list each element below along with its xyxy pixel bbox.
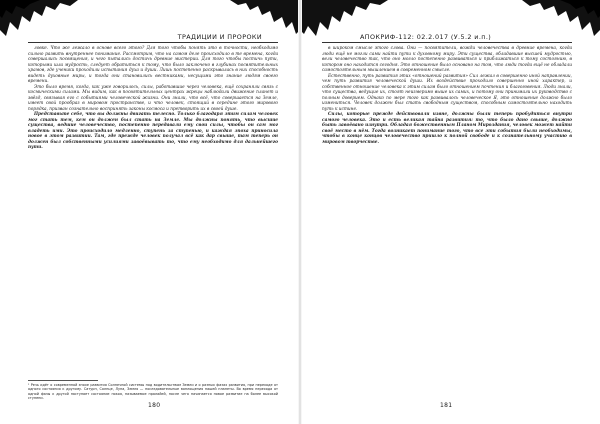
body-text	[28, 46, 278, 151]
header-rule	[322, 42, 572, 43]
paragraph: Представьте себе, что вы должны двигать телесно. Только благодаря этим силам человек мог стать тем, кем он должен был стать на Земле. Мы должны понять, что высшие существа, ведшие человечество, постепенно передавали ему свои силы, чтобы он сам мог владеть ими. Это происходило медленно, ступень за ступенью, и каждая эпоха приносила новое в этом развитии. Там, где прежде человек получал всё как дар свыше, там теперь он должен был собственными усилиями завоёвывать то, что ему необходимо для дальнейшего пути.	[28, 112, 278, 150]
running-header: АПОКРИФ-112: 02.2.017 (У.5.2 и.п.)	[360, 33, 492, 41]
body-text	[322, 46, 572, 145]
page-number: 180	[148, 402, 161, 409]
ornament-top-left	[0, 0, 78, 36]
ornament-top-right	[522, 0, 600, 36]
paragraph: в широком смысле этого слова. Они — посвятители, вожди человечества в древние времена, когда люди ещё не могли сами найти пути к духовному миру. Эти существа, обладавшие высшей мудростью, вели человечество так, что оно могло постепенно развиваться и приближаться к тому состоянию, в котором оно находится сегодня. Это отношение было основано на том, что люди тогда ещё не обладали самостоятельным мышлением в современном смысле.	[322, 46, 572, 73]
paragraph: Естественно, путь развития этих «отношений развития» Сил лежал в совершенно иной направлении, чем путь развития человеческой души. Их воздействие проходило совершенно иной характер, и собственное отношение человека к этим силам было отношением почтения и благоговения. Люди знали, что существа, ведущие их, стоят неизмеримо выше их самих, и потому они принимали их руководство с полным доверием. Однако по мере того как развивалось человеческое Я, это отношение должно было измениться. Человек должен был стать свободным существом, способным самостоятельно находить путь к истине.	[322, 73, 572, 112]
header-rule	[28, 42, 278, 43]
paragraph: ловке. Что же лежало в основе всего этого? Для того чтобы понять это в точности, необходимо сильно развить внутреннее понимание. Рассмотрим, что на самом деле происходило в те времена, когда совершались посвящения, и чего пытались достичь древние мистерии. Для того чтобы постичь пути, которыми шла мудрость, следует обратиться к тому, что было заключено в глубинах посвятительных храмов, где ученики проходили испытания духа и души. Лишь постепенно раскрывалась в них способность видеть духовные миры, и тогда они становились вестниками, несущими это знание людям своего времени.	[28, 46, 278, 84]
book-gutter	[298, 0, 302, 424]
ornament-top-left-of-right-page	[300, 0, 388, 36]
footnote-separator	[28, 380, 98, 381]
footnote: ¹ Речь идёт о современной эпохе развития Солнечной системы под водительством Земли и о разных фазах развития, при переходе от одного состояния к другому. Сатурн, Солнце, Луна, Земля — последовательные воплощения нашей планеты. Во время перехода от одной фазы к другой наступает состояние покоя, называемое пралайей, после чего начинается новое развитие на более высокой ступени.	[28, 383, 278, 401]
paragraph: Силы, которые прежде действовали извне, должны были теперь пробудиться внутри самого человека. Это и есть великая тайна развития: то, что было дано свыше, должно быть завоёвано изнутри. Обладая божественным Планом Мироздания, человек может найти своё место в нём. Тогда возникает понимание того, что все эти события были необходимы, чтобы в конце концов человечество пришло к полной свободе и к сознательному участию в мировом творчестве.	[322, 112, 572, 145]
page-number: 181	[440, 402, 453, 409]
paragraph: Это было время, когда, как уже говорилось, силы, работавшие через человека, ещё сохраняли связь с космическими силами. Мы видим, как в посвятительных центрах жрецы наблюдали движение планет и звёзд, связывая его с событиями человеческой жизни. Они знали, что всё, что совершается на Земле, имеет свой прообраз в мировом пространстве, и что человек, стоящий в середине этого мирового порядка, призван сознательно воспринять законы космоса и претворить их в своей душе.	[28, 84, 278, 112]
right-page	[300, 0, 600, 424]
ornament-top-right-of-left-page	[230, 0, 300, 36]
running-header: ТРАДИЦИИ И ПРОРОКИ	[177, 33, 262, 41]
